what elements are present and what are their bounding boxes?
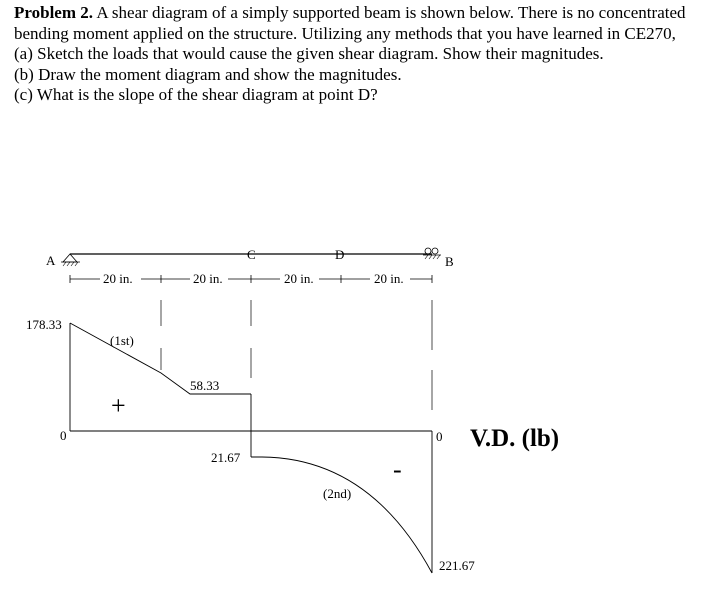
span-label-3: 20 in.	[284, 271, 314, 286]
second-degree-label: (2nd)	[323, 486, 352, 501]
problem-title: Problem 2.	[14, 3, 94, 22]
pin-support-a-icon	[61, 254, 80, 266]
shear-value-58: 58.33	[190, 378, 220, 393]
negative-sign: -	[393, 455, 402, 484]
point-d-label: D	[335, 247, 345, 262]
shear-second-degree-curve	[251, 457, 432, 573]
zero-right-label: 0	[436, 429, 443, 444]
support-b-label: B	[445, 254, 454, 269]
projection-lines	[161, 300, 432, 410]
part-b: (b) Draw the moment diagram and show the magnitudes.	[14, 64, 402, 84]
support-a-label: A	[46, 253, 56, 268]
shear-value-21: 21.67	[211, 450, 241, 465]
problem-intro: A shear diagram of a simply supported beam is shown below. There is no concentrated bending moment applied on the structure. Utilizing any methods that you have learned in CE270,	[14, 3, 686, 43]
point-c-label: C	[247, 247, 256, 262]
first-degree-label: (1st)	[110, 333, 134, 348]
shear-value-221: 221.67	[439, 558, 475, 573]
diagram-title: V.D. (lb)	[470, 425, 560, 452]
span-label-4: 20 in.	[374, 271, 404, 286]
zero-left-label: 0	[60, 428, 67, 443]
part-a: (a) Sketch the loads that would cause the given shear diagram. Show their magnitudes.	[14, 44, 604, 63]
span-label-1: 20 in.	[103, 271, 133, 286]
part-c: (c) What is the slope of the shear diagram at point D?	[14, 85, 378, 104]
shear-first-segment	[70, 323, 251, 394]
shear-value-178: 178.33	[26, 317, 62, 332]
span-label-2: 20 in.	[193, 271, 223, 286]
positive-sign: +	[111, 391, 126, 420]
